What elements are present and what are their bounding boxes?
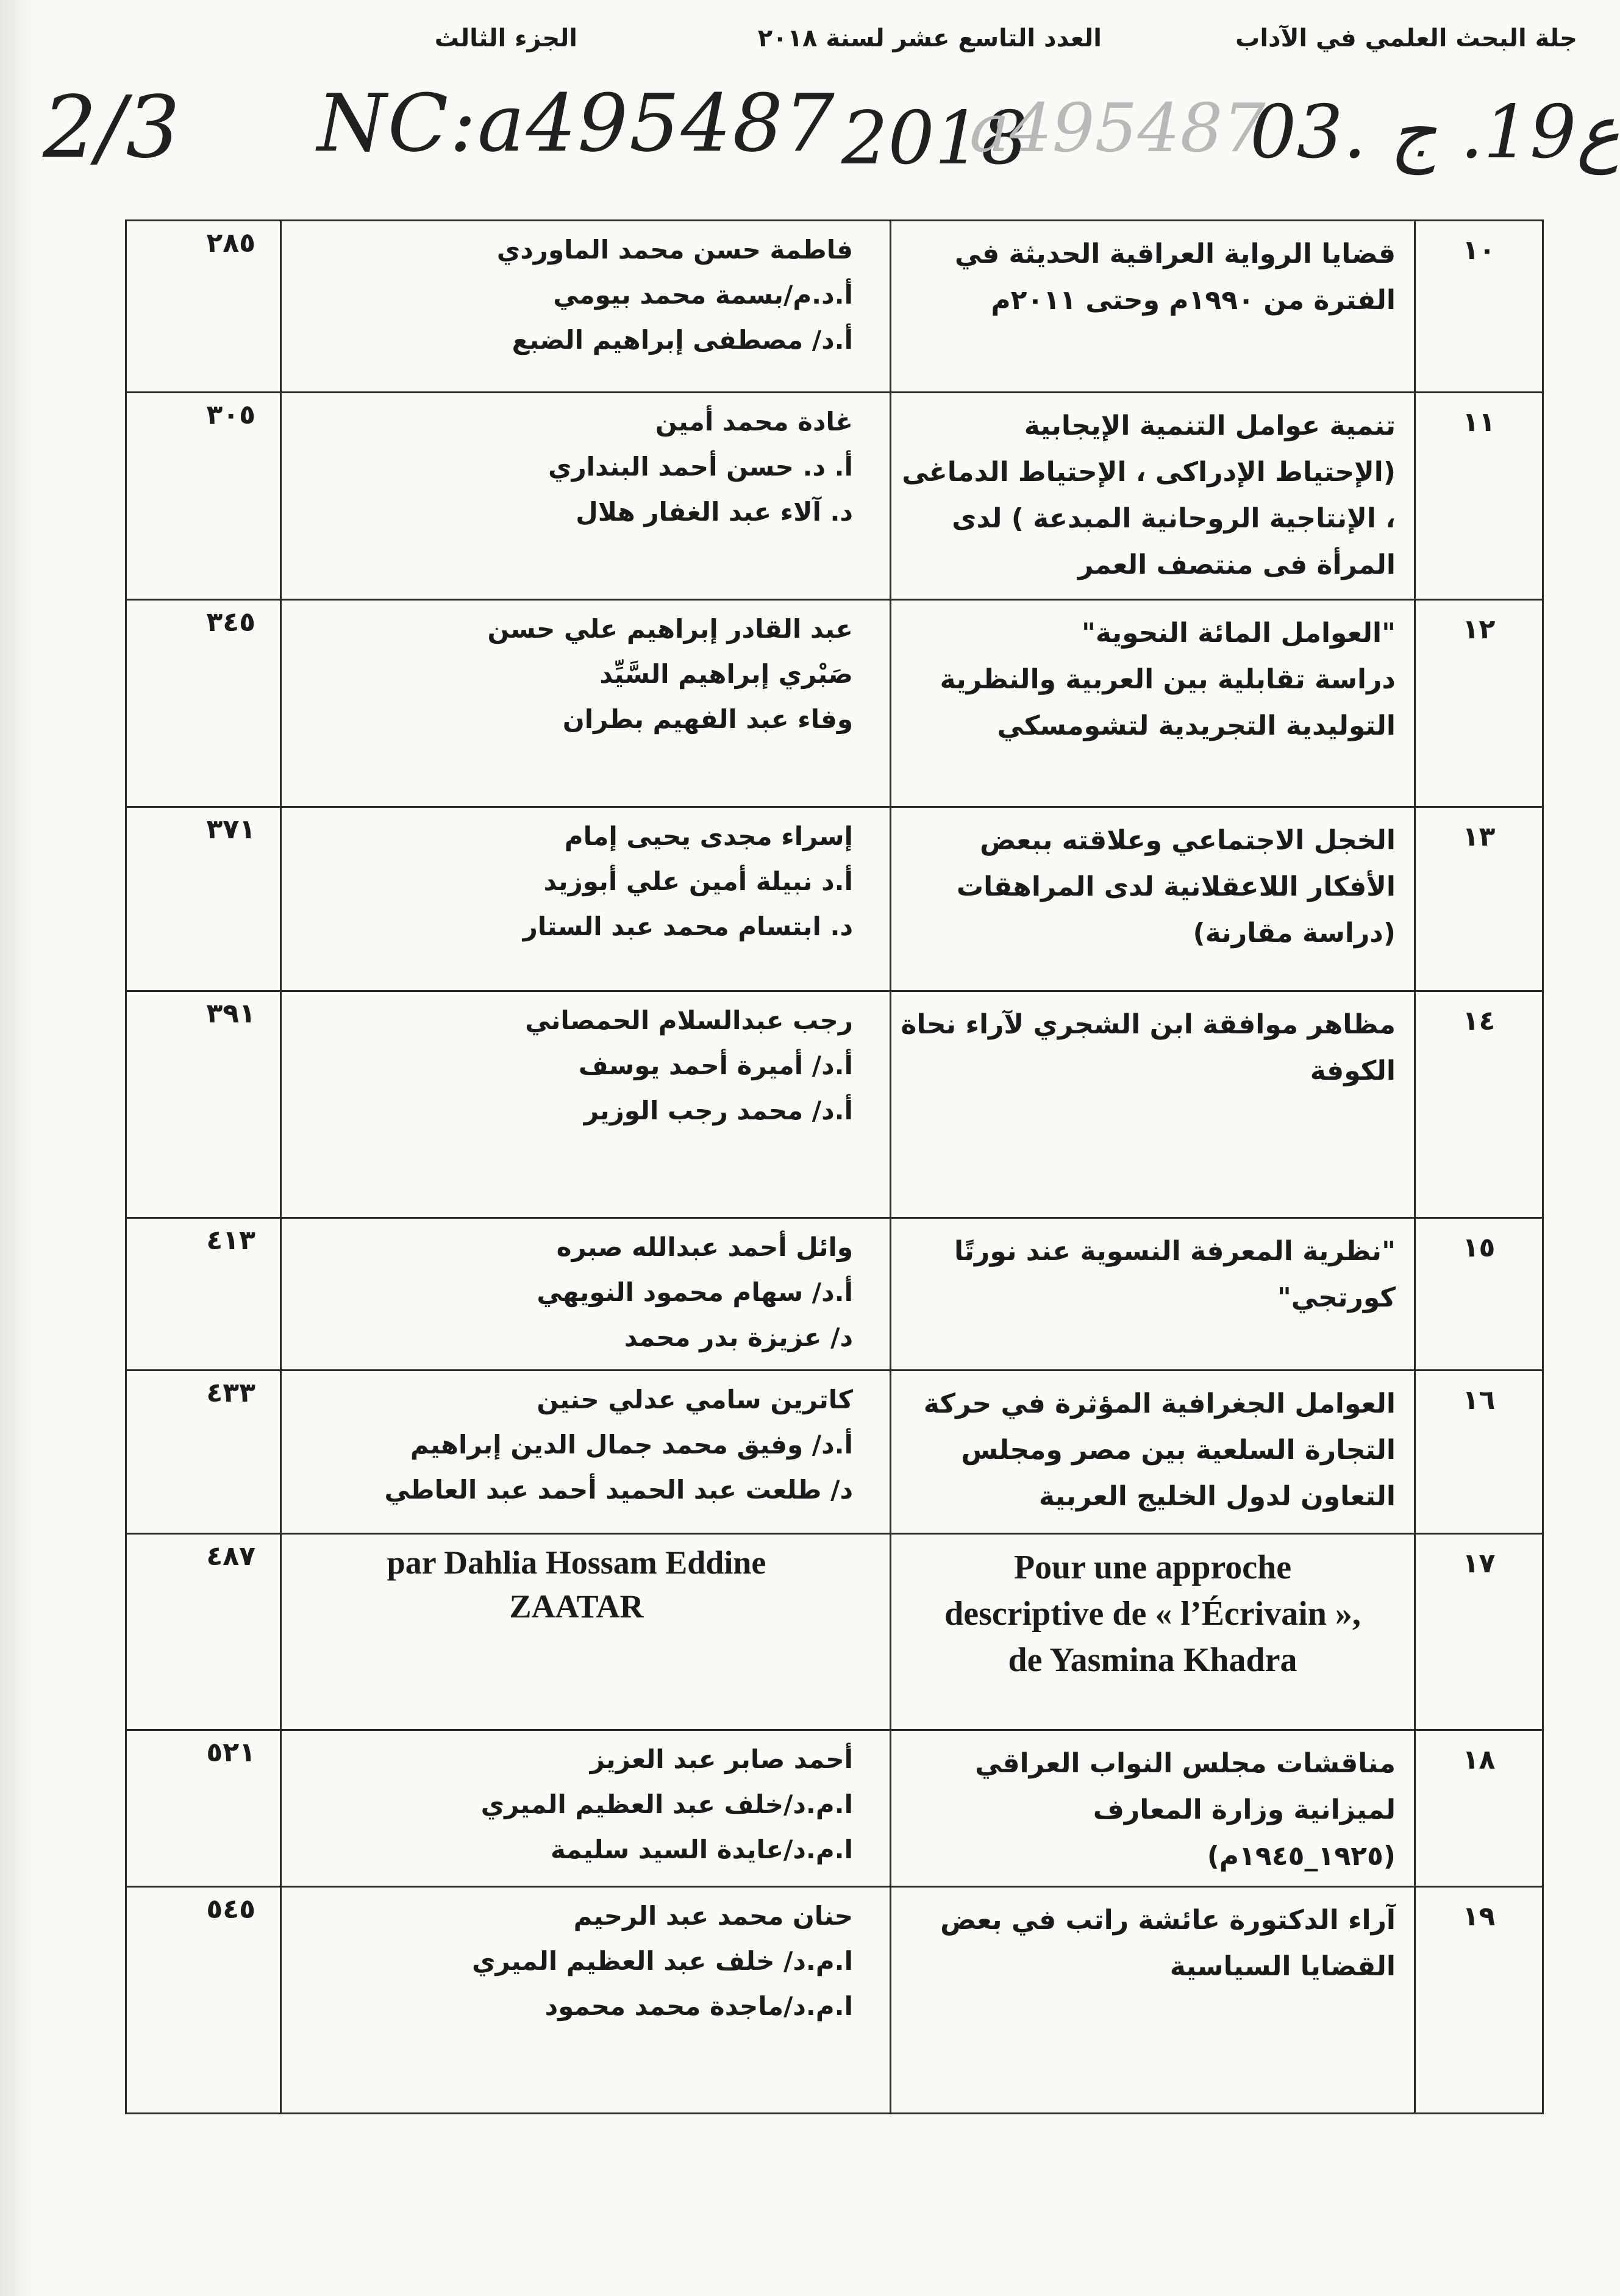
entry-authors bbox=[281, 393, 891, 600]
entry-authors bbox=[281, 221, 891, 393]
supervisor-name: د/ عزيزة بدر محمد bbox=[624, 1322, 853, 1352]
table-row bbox=[126, 1730, 1543, 1887]
supervisor-name: ا.م.د/خلف عبد العظيم الميري bbox=[480, 1789, 853, 1819]
title-line: تنمية عوامل التنمية الإيجابية bbox=[1024, 410, 1396, 441]
supervisor-name: أ.د/ محمد رجب الوزير bbox=[583, 1096, 853, 1125]
title-line: مناقشات مجلس النواب العراقي bbox=[975, 1748, 1396, 1779]
author-name: رجب عبدالسلام الحمصاني bbox=[525, 1005, 853, 1035]
entry-authors bbox=[281, 1218, 891, 1371]
entry-authors bbox=[281, 991, 891, 1218]
entry-title bbox=[891, 807, 1415, 991]
title-line: التجارة السلعية بين مصر ومجلس bbox=[961, 1435, 1396, 1466]
handwritten-year: 2018 bbox=[841, 96, 1028, 181]
contents-table bbox=[125, 219, 1544, 2114]
entry-title bbox=[891, 1887, 1415, 2114]
title-line: التوليدية التجريدية لتشومسكي bbox=[997, 710, 1396, 741]
page-number: ٢٨٥ bbox=[126, 221, 281, 393]
handwritten-issue-code: 03. ع19. ج bbox=[1250, 90, 1620, 175]
supervisor-name: ZAATAR bbox=[509, 1588, 644, 1625]
title-line: لميزانية وزارة المعارف bbox=[1093, 1794, 1396, 1825]
supervisor-name: أ.د/ مصطفى إبراهيم الضبع bbox=[512, 325, 853, 355]
title-line: التعاون لدول الخليج العربية bbox=[1038, 1481, 1396, 1512]
part-label: الجزء الثالث bbox=[434, 24, 577, 52]
entry-authors bbox=[281, 1371, 891, 1534]
author-name: كاترين سامي عدلي حنين bbox=[537, 1385, 853, 1414]
table-row bbox=[126, 1371, 1543, 1534]
table-row bbox=[126, 393, 1543, 600]
entry-title bbox=[891, 221, 1415, 393]
supervisor-name: صَبْري إبراهيم السَّيِّد bbox=[599, 659, 853, 689]
entry-number: ١٤ bbox=[1415, 991, 1543, 1218]
entry-number: ١٠ bbox=[1415, 221, 1543, 393]
handwritten-volume: 2/3 bbox=[43, 78, 180, 177]
title-line: الأفكار اللاعقلانية لدى المراهقات bbox=[956, 871, 1396, 902]
issue-label: العدد التاسع عشر لسنة ٢٠١٨ bbox=[757, 24, 1102, 52]
table-row bbox=[126, 1534, 1543, 1730]
author-name: فاطمة حسن محمد الماوردي bbox=[496, 235, 853, 265]
entry-authors bbox=[281, 1730, 891, 1887]
entry-title bbox=[891, 1371, 1415, 1534]
entry-number: ١٢ bbox=[1415, 600, 1543, 807]
supervisor-name: د. ابتسام محمد عبد الستار bbox=[523, 911, 853, 941]
author-name: غادة محمد أمين bbox=[655, 407, 853, 437]
journal-title: جلة البحث العلمي في الآداب bbox=[1235, 24, 1577, 52]
table-row bbox=[126, 221, 1543, 393]
supervisor-name: ا.م.د/عايدة السيد سليمة bbox=[550, 1834, 853, 1864]
title-line: الكوفة bbox=[1310, 1055, 1396, 1086]
entry-number: ١٧ bbox=[1415, 1534, 1543, 1730]
table-row bbox=[126, 1887, 1543, 2114]
supervisor-name: أ.د/ وفيق محمد جمال الدين إبراهيم bbox=[410, 1430, 853, 1460]
title-line: مظاهر موافقة ابن الشجري لآراء نحاة bbox=[901, 1009, 1396, 1040]
title-line: (دراسة مقارنة) bbox=[1193, 918, 1396, 949]
contents-table-body bbox=[126, 221, 1543, 2114]
running-header bbox=[85, 18, 1577, 67]
author-name: أحمد صابر عبد العزيز bbox=[590, 1744, 853, 1774]
page-number: ٤٨٧ bbox=[126, 1534, 281, 1730]
entry-title bbox=[891, 991, 1415, 1218]
handwritten-annotation bbox=[18, 72, 1620, 194]
title-line: المرأة فى منتصف العمر bbox=[1077, 549, 1396, 580]
title-line: Pour une approche bbox=[1013, 1549, 1292, 1586]
page-number: ٥٤٥ bbox=[126, 1887, 281, 2114]
entry-title bbox=[891, 600, 1415, 807]
supervisor-name: أ.د.م/بسمة محمد بيومي bbox=[553, 280, 853, 310]
title-line: القضايا السياسية bbox=[1169, 1951, 1396, 1982]
title-line: آراء الدكتورة عائشة راتب في بعض bbox=[940, 1905, 1396, 1936]
author-name: عبد القادر إبراهيم علي حسن bbox=[487, 614, 853, 644]
supervisor-name: أ.د/ سهام محمود النويهي bbox=[537, 1277, 853, 1307]
entry-authors bbox=[281, 1887, 891, 2114]
entry-number: ١٩ bbox=[1415, 1887, 1543, 2114]
title-line: de Yasmina Khadra bbox=[1008, 1641, 1297, 1679]
title-line: "العوامل المائة النحوية" bbox=[1081, 618, 1396, 649]
page-number: ٥٢١ bbox=[126, 1730, 281, 1887]
supervisor-name: أ.د/ أميرة أحمد يوسف bbox=[578, 1050, 853, 1080]
supervisor-name: د/ طلعت عبد الحميد أحمد عبد العاطي bbox=[384, 1475, 853, 1505]
entry-authors bbox=[281, 600, 891, 807]
supervisor-name: أ. د. حسن أحمد البنداري bbox=[548, 452, 853, 482]
faded-handwritten-code: a495487 bbox=[969, 89, 1266, 167]
title-line: العوامل الجغرافية المؤثرة في حركة bbox=[923, 1388, 1396, 1419]
entry-title bbox=[891, 1730, 1415, 1887]
page-edge-shadow bbox=[0, 0, 37, 2296]
page-number: ٣٠٥ bbox=[126, 393, 281, 600]
page-number: ٣٩١ bbox=[126, 991, 281, 1218]
page-number: ٣٤٥ bbox=[126, 600, 281, 807]
entry-title bbox=[891, 393, 1415, 600]
supervisor-name: أ.د نبيلة أمين علي أبوزيد bbox=[543, 866, 853, 896]
entry-title bbox=[891, 1534, 1415, 1730]
handwritten-nc-code: NC:a495487 bbox=[317, 77, 836, 169]
title-line: "نظرية المعرفة النسوية عند نورتًا bbox=[954, 1236, 1396, 1267]
table-row bbox=[126, 1218, 1543, 1371]
entry-title bbox=[891, 1218, 1415, 1371]
page-number: ٤١٣ bbox=[126, 1218, 281, 1371]
supervisor-name: د. آلاء عبد الغفار هلال bbox=[576, 497, 853, 527]
author-name: وائل أحمد عبدالله صبره bbox=[556, 1232, 853, 1262]
table-row bbox=[126, 991, 1543, 1218]
table-row bbox=[126, 600, 1543, 807]
title-line: دراسة تقابلية بين العربية والنظرية bbox=[940, 664, 1396, 695]
page-number: ٣٧١ bbox=[126, 807, 281, 991]
title-line: قضايا الرواية العراقية الحديثة في bbox=[954, 238, 1396, 269]
entry-authors bbox=[281, 1534, 891, 1730]
author-name: حنان محمد عبد الرحيم bbox=[573, 1901, 853, 1931]
title-line: الفترة من ١٩٩٠م وحتى ٢٠١١م bbox=[991, 285, 1396, 316]
author-name: إسراء مجدى يحيى إمام bbox=[564, 821, 853, 851]
title-line: ، الإنتاجية الروحانية المبدعة ) لدى bbox=[952, 503, 1396, 534]
entry-number: ١١ bbox=[1415, 393, 1543, 600]
title-line: (الإحتياط الإدراكى ، الإحتياط الدماغى bbox=[902, 457, 1396, 488]
supervisor-name: ا.م.د/ خلف عبد العظيم الميري bbox=[472, 1946, 853, 1976]
title-line: descriptive de « l’Écrivain », bbox=[944, 1595, 1361, 1633]
page-number: ٤٣٣ bbox=[126, 1371, 281, 1534]
title-line: (١٩٢٥_١٩٤٥م) bbox=[1207, 1841, 1396, 1872]
entry-number: ١٥ bbox=[1415, 1218, 1543, 1371]
author-name: par Dahlia Hossam Eddine bbox=[387, 1544, 766, 1581]
supervisor-name: وفاء عبد الفهيم بطران bbox=[562, 704, 853, 734]
supervisor-name: ا.م.د/ماجدة محمد محمود bbox=[544, 1991, 853, 2021]
title-line: كورتجي" bbox=[1277, 1282, 1396, 1313]
entry-number: ١٣ bbox=[1415, 807, 1543, 991]
entry-authors bbox=[281, 807, 891, 991]
title-line: الخجل الاجتماعي وعلاقته ببعض bbox=[980, 825, 1396, 856]
entry-number: ١٨ bbox=[1415, 1730, 1543, 1887]
table-row bbox=[126, 807, 1543, 991]
entry-number: ١٦ bbox=[1415, 1371, 1543, 1534]
